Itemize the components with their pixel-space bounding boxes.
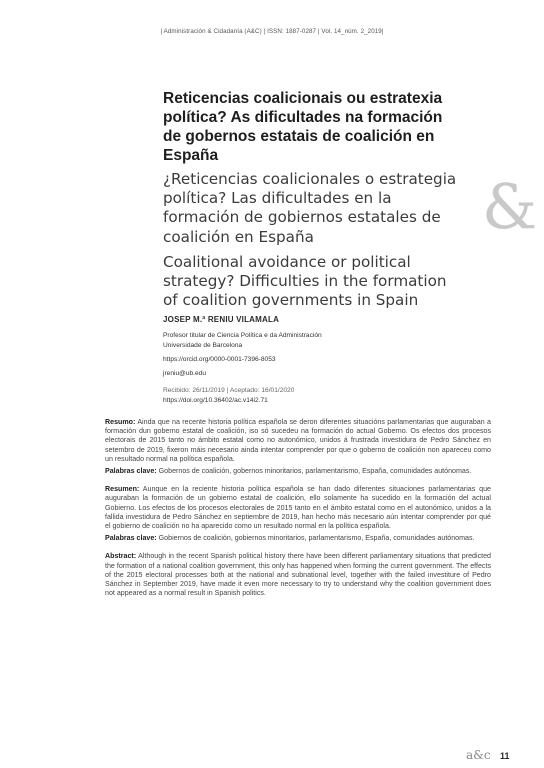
- keywords-spanish: [105, 534, 491, 543]
- orcid-link[interactable]: https://orcid.org/0000-0001-7396-8053: [163, 356, 276, 363]
- author-university: Universidade de Barcelona: [163, 342, 243, 349]
- received-accepted-dates: Recibido: 26/11/2019 | Aceptado: 16/01/2020: [163, 387, 295, 394]
- author-position: Profesor titular de Ciencia Política e da Administración: [163, 332, 322, 339]
- author-block: [163, 315, 463, 406]
- resumen-text: Aunque en la reciente historia política española se han dado diferentes situaciones parlamentarias que auguraban la formación de un gobierno estatal de coalición, ello solamente ha sucedido en la formación del actual Gobierno. Los efectos de los procesos electorales de 2015 tanto en el ámbito estatal como en el autonómico, unidos a la fallida investidura de Pedro Sánchez en septiembre de 2019, han hecho más necesario aún intentar comprender por qué el gobierno de coalición no ha aparecido como un resultado normal en la política española.: [105, 485, 491, 531]
- keywords-galician: [105, 467, 491, 476]
- resumen-paragraph: [105, 485, 491, 531]
- keywords-gl-text: Gobernos de coalición, gobernos minoritarios, parlamentarismo, España, comunidades autónomas.: [158, 467, 472, 476]
- journal-header: | Administración & Cidadanía (A&C) | ISSN: 1887-0287 | Vol. 14_núm. 2_2019|: [160, 28, 384, 35]
- resumo-label: Resumo:: [105, 418, 136, 426]
- keywords-es-label: Palabras clave:: [105, 534, 157, 543]
- page-number: 11: [500, 751, 510, 761]
- author-name: JOSEP M.ª RENIU VILAMALA: [163, 315, 280, 324]
- author-email[interactable]: jreniu@ub.edu: [163, 370, 206, 377]
- resumo-paragraph: [105, 418, 491, 464]
- title-block: [163, 89, 463, 310]
- doi-link[interactable]: https://doi.org/10.36402/ac.v14i2.71: [163, 397, 268, 404]
- abstract-label: Abstract:: [105, 552, 137, 561]
- title-galician: Reticencias coalicionais ou estratexia política? As dificultades na formación de gobernos estatais de coalición en España: [163, 90, 443, 164]
- resumo-text: Ainda que na recente historia política española se deron diferentes situacións parlamentarias que auguraban a formación dun goberno estatal de coalición, iso só sucedeu na formación do actual Goberno. Os efectos dos procesos electorais de 2015 tanto no ámbito estatal como no autonómico, unidos á frustrada investidura de Pedro Sánchez en setembro de 2019, fixeron máis necesario ainda intentar comprender por que o goberno de coalición non apareceu como un resultado normal na política española.: [105, 418, 491, 463]
- ampersand-decoration: &: [482, 170, 538, 243]
- title-spanish: ¿Reticencias coalicionales o estrategia política? Las dificultades en la formación de gobiernos estatales de coalición en España: [163, 170, 457, 246]
- journal-logo: a&c: [466, 748, 491, 762]
- abstracts-section: [105, 418, 491, 598]
- keywords-gl-label: Palabras clave:: [105, 467, 157, 476]
- abstract-text: Although in the recent Spanish political history there have been different parliamentary situations that predicted the formation of a national coalition government, this only has happened when forming the current government. The effects of the 2015 electoral processes both at the national and subnational level, together with the failed investiture of Pedro Sánchez in September 2019, have made it even more necessary to try to understand why the coalition government does not appeared as a normal result in Spanish politics.: [105, 552, 491, 598]
- resumen-label: Resumen:: [105, 485, 140, 494]
- keywords-es-text: Gobiernos de coalición, gobiernos minoritarios, parlamentarismo, España, comunidades autónomas.: [158, 534, 475, 543]
- title-english: Coalitional avoidance or political strategy? Difficulties in the formation of coalition governments in Spain: [163, 252, 447, 310]
- abstract-paragraph: [105, 552, 491, 598]
